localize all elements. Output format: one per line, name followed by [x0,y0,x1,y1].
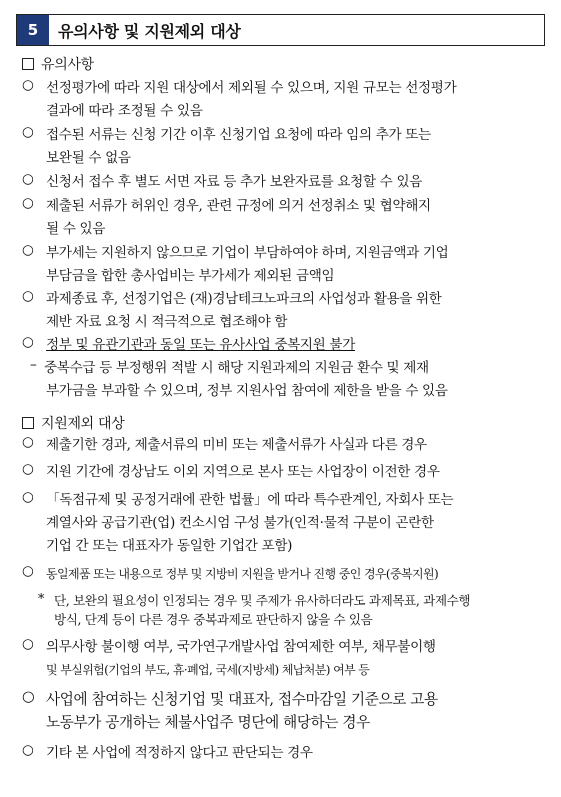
list-item: ○ 동일제품 또는 내용으로 정부 및 지방비 지원을 받거나 진행 중인 경우(중복지원) [22,563,439,581]
notes-heading: 유의사항 [22,54,94,74]
list-item: ○ 정부 및 유관기관과 동일 또는 유사사업 중복지원 불가 [22,334,355,353]
footnote: * 단, 보완의 필요성이 인정되는 경우 및 주제가 유사하더라도 과제목표, 과제수행 방식, 단계 등이 다른 경우 중복과제로 판단하지 않을 수 있음 [38,591,471,627]
checkbox-square-icon [22,417,34,429]
list-item: ○ 사업에 참여하는 신청기업 및 대표자, 접수마감일 기준으로 고용 노동부가 공개하는 체불사업주 명단에 해당하는 경우 [22,688,438,731]
list-item: ○ 부가세는 지원하지 않으므로 기업이 부담하여야 하며, 지원금액과 기업 부담금을 합한 총사업비는 부가세가 제외된 금액임 [22,242,449,284]
list-item: ○ 신청서 접수 후 별도 서면 자료 등 추가 보완자료를 요청할 수 있음 [22,171,423,190]
section-number: 5 [17,15,49,45]
section-header [16,14,545,46]
checkbox-square-icon [22,58,34,70]
section-title: 유의사항 및 지원제외 대상 [58,21,241,41]
list-item: ○ 과제종료 후, 선정기업은 (재)경남테크노파크의 사업성과 활용을 위한 제반 자료 요청 시 적극적으로 협조해야 함 [22,288,442,330]
list-item: ○ 기타 본 사업에 적정하지 않다고 판단되는 경우 [22,742,313,761]
list-item: ○ 지원 기간에 경상남도 이외 지역으로 본사 또는 사업장이 이전한 경우 [22,461,440,480]
list-item: – 중복수급 등 부정행위 적발 시 해당 지원과제의 지원금 환수 및 제재 부가금을 부과할 수 있으며, 정부 지원사업 참여에 제한을 받을 수 있음 [30,357,448,399]
list-item: ○ 「독점규제 및 공정거래에 관한 법률」에 따라 특수관계인, 자회사 또는 계열사와 공급기관(업) 컨소시엄 구성 불가(인적·물적 구분이 곤란한 기업 간 또는 대표자가 동일한 기업간 포함) [22,489,454,554]
exclusions-heading: 지원제외 대상 [22,413,125,433]
list-item: ○ 의무사항 불이행 여부, 국가연구개발사업 참여제한 여부, 채무불이행 및 부실위험(기업의 부도, 휴·폐업, 국세(지방세) 체납처분) 여부 등 [22,636,436,677]
list-item: ○ 접수된 서류는 신청 기간 이후 신청기업 요청에 따라 임의 추가 또는 보완될 수 없음 [22,124,431,166]
list-item: ○ 제출된 서류가 허위인 경우, 관련 규정에 의거 선정취소 및 협약해지 될 수 있음 [22,195,431,237]
list-item: ○ 선정평가에 따라 지원 대상에서 제외될 수 있으며, 지원 규모는 선정평가 결과에 따라 조정될 수 있음 [22,77,457,119]
list-item: ○ 제출기한 경과, 제출서류의 미비 또는 제출서류가 사실과 다른 경우 [22,434,427,453]
